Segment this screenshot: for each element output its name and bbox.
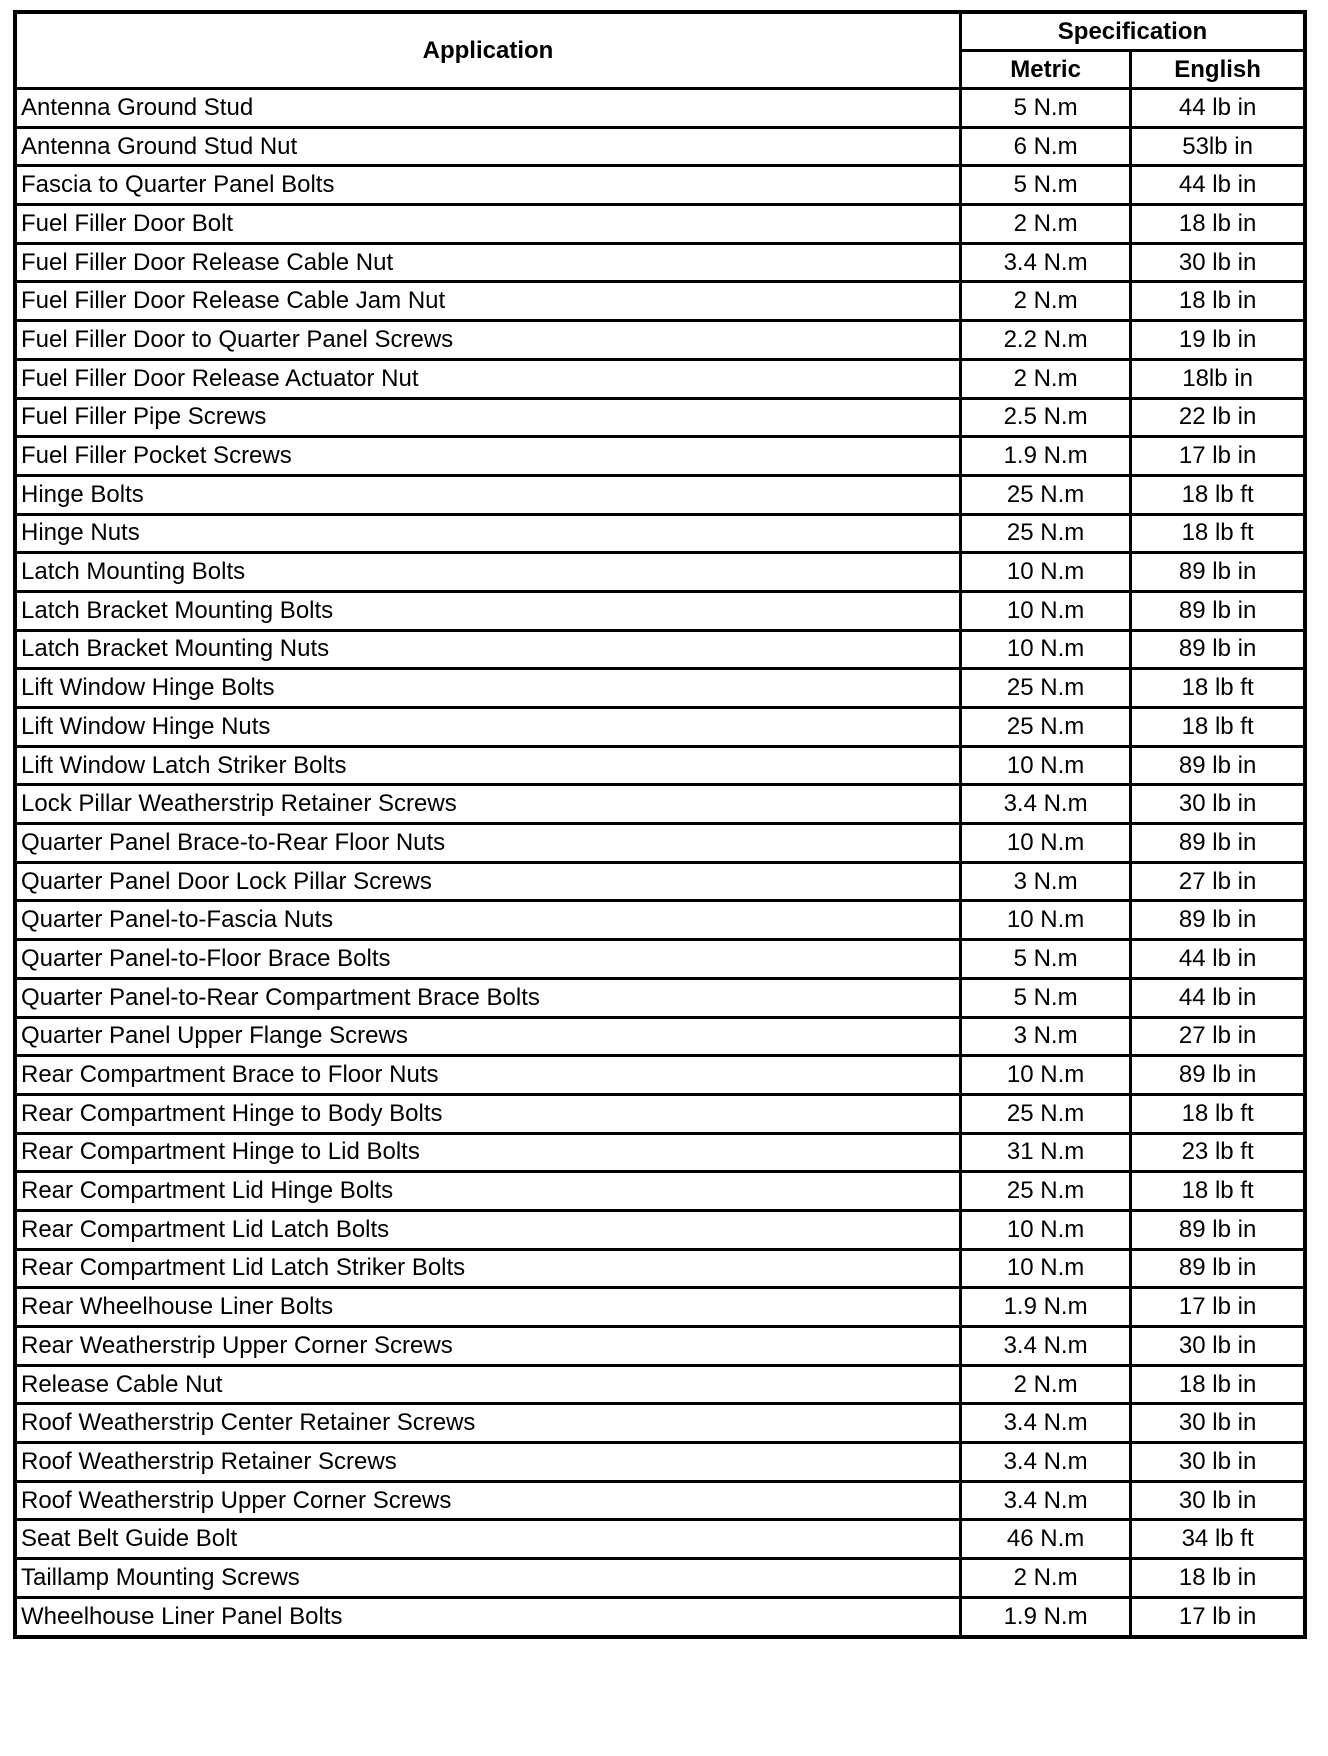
english-value-cell: 30 lb in [1131,1327,1305,1366]
english-value-cell: 34 lb ft [1131,1520,1305,1559]
table-row [15,1056,1305,1095]
application-cell: Roof Weatherstrip Retainer Screws [15,1443,960,1482]
metric-value-cell: 3 N.m [960,1017,1130,1056]
application-cell: Release Cable Nut [15,1365,960,1404]
table-body [15,89,1305,1637]
application-cell: Roof Weatherstrip Center Retainer Screws [15,1404,960,1443]
table-row [15,1210,1305,1249]
application-cell: Rear Compartment Lid Latch Bolts [15,1210,960,1249]
english-value-cell: 18 lb ft [1131,1094,1305,1133]
metric-value-cell: 3.4 N.m [960,785,1130,824]
application-cell: Hinge Nuts [15,514,960,553]
application-cell: Latch Mounting Bolts [15,553,960,592]
application-cell: Seat Belt Guide Bolt [15,1520,960,1559]
table-row [15,282,1305,321]
english-value-cell: 17 lb in [1131,1288,1305,1327]
metric-column-header: Metric [960,51,1130,89]
application-cell: Fascia to Quarter Panel Bolts [15,166,960,205]
metric-value-cell: 5 N.m [960,978,1130,1017]
metric-value-cell: 3.4 N.m [960,243,1130,282]
application-cell: Taillamp Mounting Screws [15,1559,960,1598]
metric-value-cell: 6 N.m [960,127,1130,166]
english-value-cell: 18 lb in [1131,1559,1305,1598]
metric-value-cell: 5 N.m [960,166,1130,205]
english-value-cell: 27 lb in [1131,1017,1305,1056]
metric-value-cell: 1.9 N.m [960,437,1130,476]
application-cell: Quarter Panel Door Lock Pillar Screws [15,862,960,901]
metric-value-cell: 10 N.m [960,746,1130,785]
specification-column-header: Specification [960,12,1305,51]
english-value-cell: 18 lb in [1131,1365,1305,1404]
table-row [15,1327,1305,1366]
english-value-cell: 23 lb ft [1131,1133,1305,1172]
metric-value-cell: 10 N.m [960,901,1130,940]
metric-value-cell: 5 N.m [960,940,1130,979]
metric-value-cell: 10 N.m [960,824,1130,863]
table-row [15,1443,1305,1482]
application-cell: Lift Window Latch Striker Bolts [15,746,960,785]
application-cell: Rear Compartment Lid Hinge Bolts [15,1172,960,1211]
table-row [15,475,1305,514]
table-row [15,514,1305,553]
application-cell: Hinge Bolts [15,475,960,514]
english-value-cell: 30 lb in [1131,785,1305,824]
table-row [15,1249,1305,1288]
metric-value-cell: 1.9 N.m [960,1597,1130,1636]
metric-value-cell: 10 N.m [960,553,1130,592]
table-row [15,321,1305,360]
english-value-cell: 30 lb in [1131,243,1305,282]
english-column-header: English [1131,51,1305,89]
metric-value-cell: 10 N.m [960,1056,1130,1095]
metric-value-cell: 25 N.m [960,669,1130,708]
english-value-cell: 17 lb in [1131,437,1305,476]
application-cell: Latch Bracket Mounting Nuts [15,630,960,669]
application-cell: Rear Compartment Hinge to Lid Bolts [15,1133,960,1172]
table-header [15,12,1305,89]
english-value-cell: 44 lb in [1131,166,1305,205]
table-row [15,1094,1305,1133]
metric-value-cell: 25 N.m [960,708,1130,747]
application-cell: Rear Weatherstrip Upper Corner Screws [15,1327,960,1366]
table-row [15,708,1305,747]
metric-value-cell: 5 N.m [960,89,1130,128]
application-cell: Quarter Panel Upper Flange Screws [15,1017,960,1056]
application-cell: Latch Bracket Mounting Bolts [15,591,960,630]
table-row [15,205,1305,244]
table-row [15,1288,1305,1327]
application-cell: Fuel Filler Door Bolt [15,205,960,244]
table-row [15,1365,1305,1404]
metric-value-cell: 31 N.m [960,1133,1130,1172]
english-value-cell: 89 lb in [1131,553,1305,592]
table-row [15,1481,1305,1520]
metric-value-cell: 25 N.m [960,514,1130,553]
metric-value-cell: 46 N.m [960,1520,1130,1559]
metric-value-cell: 3.4 N.m [960,1443,1130,1482]
english-value-cell: 18 lb in [1131,205,1305,244]
application-cell: Fuel Filler Door Release Cable Nut [15,243,960,282]
english-value-cell: 17 lb in [1131,1597,1305,1636]
metric-value-cell: 3.4 N.m [960,1481,1130,1520]
english-value-cell: 18lb in [1131,359,1305,398]
metric-value-cell: 2 N.m [960,205,1130,244]
metric-value-cell: 3.4 N.m [960,1404,1130,1443]
english-value-cell: 18 lb in [1131,282,1305,321]
english-value-cell: 18 lb ft [1131,475,1305,514]
english-value-cell: 89 lb in [1131,630,1305,669]
table-row [15,1017,1305,1056]
english-value-cell: 27 lb in [1131,862,1305,901]
english-value-cell: 44 lb in [1131,940,1305,979]
fastener-spec-table [13,10,1307,1639]
table-row [15,1133,1305,1172]
english-value-cell: 18 lb ft [1131,669,1305,708]
metric-value-cell: 2 N.m [960,1365,1130,1404]
english-value-cell: 30 lb in [1131,1443,1305,1482]
application-cell: Roof Weatherstrip Upper Corner Screws [15,1481,960,1520]
table-row [15,243,1305,282]
application-cell: Lock Pillar Weatherstrip Retainer Screws [15,785,960,824]
application-cell: Rear Compartment Brace to Floor Nuts [15,1056,960,1095]
metric-value-cell: 2 N.m [960,1559,1130,1598]
english-value-cell: 22 lb in [1131,398,1305,437]
table-row [15,127,1305,166]
table-row [15,553,1305,592]
application-cell: Fuel Filler Door Release Actuator Nut [15,359,960,398]
table-row [15,166,1305,205]
application-cell: Fuel Filler Door Release Cable Jam Nut [15,282,960,321]
table-row [15,1559,1305,1598]
metric-value-cell: 3 N.m [960,862,1130,901]
table-row [15,630,1305,669]
english-value-cell: 30 lb in [1131,1404,1305,1443]
table-row [15,746,1305,785]
english-value-cell: 89 lb in [1131,746,1305,785]
english-value-cell: 89 lb in [1131,1210,1305,1249]
table-row [15,901,1305,940]
application-cell: Quarter Panel Brace-to-Rear Floor Nuts [15,824,960,863]
table-row [15,669,1305,708]
table-row [15,1597,1305,1636]
application-cell: Rear Compartment Hinge to Body Bolts [15,1094,960,1133]
table-row [15,785,1305,824]
english-value-cell: 89 lb in [1131,591,1305,630]
application-cell: Fuel Filler Pocket Screws [15,437,960,476]
english-value-cell: 18 lb ft [1131,1172,1305,1211]
metric-value-cell: 25 N.m [960,1094,1130,1133]
metric-value-cell: 2 N.m [960,282,1130,321]
application-cell: Quarter Panel-to-Rear Compartment Brace Bolts [15,978,960,1017]
application-cell: Antenna Ground Stud [15,89,960,128]
application-cell: Antenna Ground Stud Nut [15,127,960,166]
application-cell: Wheelhouse Liner Panel Bolts [15,1597,960,1636]
table-row [15,1520,1305,1559]
metric-value-cell: 2.2 N.m [960,321,1130,360]
english-value-cell: 19 lb in [1131,321,1305,360]
metric-value-cell: 2.5 N.m [960,398,1130,437]
table-row [15,940,1305,979]
english-value-cell: 53lb in [1131,127,1305,166]
english-value-cell: 89 lb in [1131,1056,1305,1095]
metric-value-cell: 10 N.m [960,1249,1130,1288]
metric-value-cell: 25 N.m [960,475,1130,514]
application-cell: Fuel Filler Pipe Screws [15,398,960,437]
application-column-header: Application [15,12,960,89]
english-value-cell: 18 lb ft [1131,708,1305,747]
table-row [15,862,1305,901]
application-cell: Rear Compartment Lid Latch Striker Bolts [15,1249,960,1288]
table-row [15,591,1305,630]
application-cell: Lift Window Hinge Nuts [15,708,960,747]
metric-value-cell: 1.9 N.m [960,1288,1130,1327]
application-cell: Fuel Filler Door to Quarter Panel Screws [15,321,960,360]
english-value-cell: 44 lb in [1131,978,1305,1017]
table-row [15,824,1305,863]
table-row [15,398,1305,437]
table-row [15,1172,1305,1211]
table-row [15,437,1305,476]
table-row [15,1404,1305,1443]
english-value-cell: 18 lb ft [1131,514,1305,553]
english-value-cell: 30 lb in [1131,1481,1305,1520]
metric-value-cell: 10 N.m [960,591,1130,630]
metric-value-cell: 2 N.m [960,359,1130,398]
english-value-cell: 89 lb in [1131,1249,1305,1288]
english-value-cell: 89 lb in [1131,901,1305,940]
application-cell: Quarter Panel-to-Fascia Nuts [15,901,960,940]
table-row [15,359,1305,398]
application-cell: Quarter Panel-to-Floor Brace Bolts [15,940,960,979]
metric-value-cell: 10 N.m [960,1210,1130,1249]
metric-value-cell: 25 N.m [960,1172,1130,1211]
table-row [15,978,1305,1017]
application-cell: Lift Window Hinge Bolts [15,669,960,708]
metric-value-cell: 10 N.m [960,630,1130,669]
table-row [15,89,1305,128]
english-value-cell: 44 lb in [1131,89,1305,128]
english-value-cell: 89 lb in [1131,824,1305,863]
metric-value-cell: 3.4 N.m [960,1327,1130,1366]
application-cell: Rear Wheelhouse Liner Bolts [15,1288,960,1327]
